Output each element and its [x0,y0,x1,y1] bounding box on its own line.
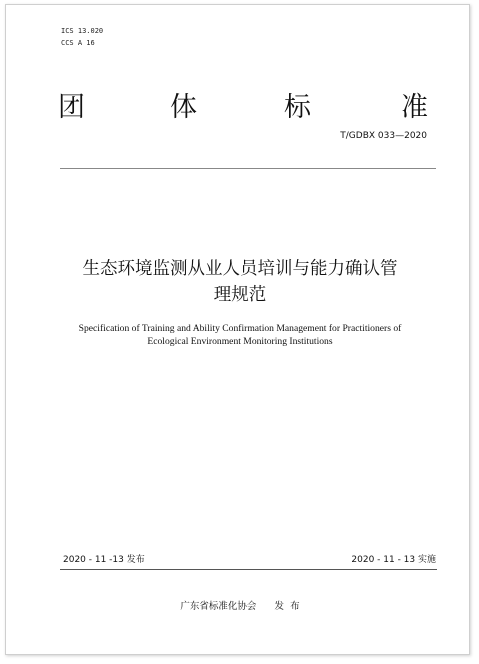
bottom-divider [60,569,437,570]
document-number: T/GDBX 033—2020 [340,131,427,141]
ics-code: ICS 13.020 [61,27,104,35]
top-divider [60,168,436,169]
heading-char-2: 体 [170,92,197,123]
english-title-line-1: Specification of Training and Ability Confirmation Management for Practitioners of [78,323,402,334]
heading-char-4: 准 [401,92,428,123]
heading-char-3: 标 [284,92,311,123]
standard-type-heading [58,91,430,131]
ccs-code: CCS A 16 [61,39,95,47]
chinese-title-line-2: 理规范 [213,285,267,305]
english-title [40,322,440,348]
chinese-title [40,256,440,308]
issue-date: 2020 - 11 -13 发布 [63,555,145,565]
implementation-date: 2020 - 11 - 13 实施 [351,555,436,565]
english-title-line-2: Ecological Environment Monitoring Institutions [147,336,333,347]
chinese-title-line-1: 生态环境监测从业人员培训与能力确认管 [82,259,398,279]
publisher-line: 广东省标准化协会 发 布 [180,601,300,612]
heading-char-1: 团 [58,92,85,123]
